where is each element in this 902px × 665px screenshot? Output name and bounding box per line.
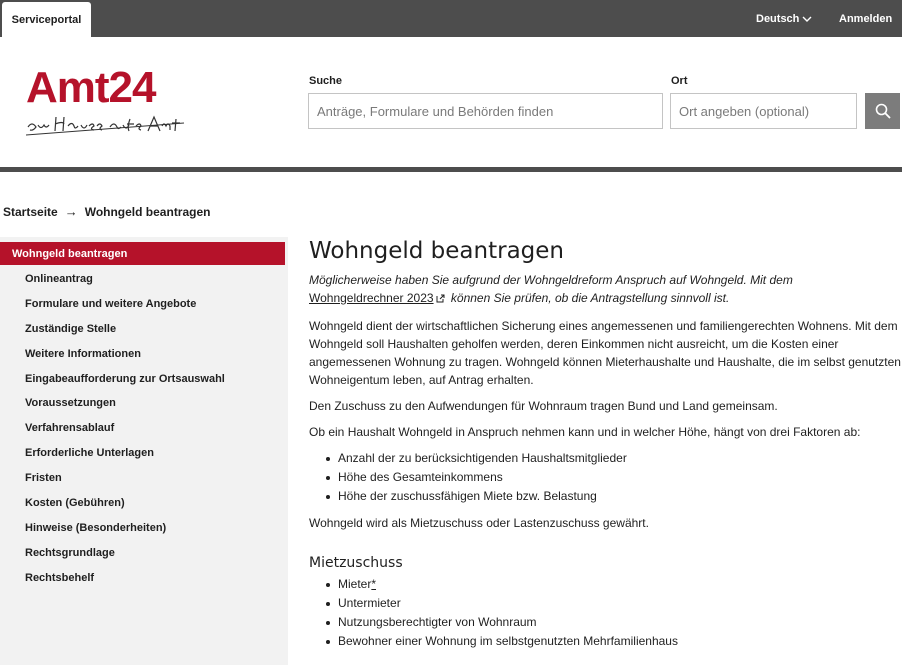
list-item [309, 575, 902, 594]
list-item: Bewohner einer Wohnung im selbstgenutzten Mehrfamilienhaus [309, 632, 902, 651]
search-input[interactable] [308, 93, 663, 129]
paragraph-types: Wohngeld wird als Mietzuschuss oder Lastenzuschuss gewährt. [309, 516, 649, 530]
search-button[interactable] [865, 93, 900, 129]
paragraph-factors-intro: Ob ein Haushalt Wohngeld in Anspruch nehmen kann und in welcher Höhe, hängt von drei Faktoren ab: [309, 425, 861, 439]
sidebar-item-voraussetzungen[interactable]: Voraussetzungen [25, 397, 116, 410]
sidebar-item-onlineantrag[interactable]: Onlineantrag [25, 273, 93, 285]
factors-list [309, 449, 902, 506]
intro-text-before: Möglicherweise haben Sie aufgrund der Wohngeldreform Anspruch auf Wohngeld. Mit dem [309, 273, 793, 287]
list-item: Anzahl der zu berücksichtigenden Haushaltsmitglieder [309, 449, 902, 468]
intro-text-after: können Sie prüfen, ob die Antragstellung sinnvoll ist. [450, 291, 730, 305]
login-link[interactable]: Anmelden [839, 13, 893, 25]
breadcrumb-home[interactable]: Startseite [3, 204, 58, 219]
language-selector[interactable] [756, 13, 812, 25]
header [0, 37, 902, 167]
list-item: Höhe der zuschussfähigen Miete bzw. Belastung [309, 487, 902, 506]
sidebar-item-fristen[interactable]: Fristen [25, 472, 62, 485]
page-title: Wohngeld beantragen [309, 238, 564, 264]
list-item: Höhe des Gesamteinkommens [309, 468, 902, 487]
location-label: Ort [671, 75, 688, 87]
logo-tagline [26, 109, 186, 137]
sidebar-item-weitere-informationen[interactable]: Weitere Informationen [25, 347, 141, 360]
paragraph-definition: Wohngeld dient der wirtschaftlichen Sicherung eines angemessenen und familiengerechten Wohnens. Mit dem Wohngeld soll Haushalten geholfen werden, deren Einkommen nicht ausreicht, um die Kosten einer angemessenen Wohnung zu tragen. Wohngeld können Mieterhaushalte und Haushalte, die im selbst genutzten Wohneigentum leben, auf Antrag erhalten. [309, 319, 901, 387]
sidebar-item-unterlagen[interactable]: Erforderliche Unterlagen [25, 447, 154, 460]
sidebar-item-rechtsbehelf[interactable]: Rechtsbehelf [25, 571, 95, 584]
external-link-icon [436, 294, 445, 303]
sidebar-item-hinweise[interactable]: Hinweise (Besonderheiten) [25, 521, 167, 534]
search-label: Suche [309, 75, 343, 87]
footnote-link[interactable]: * [371, 577, 377, 591]
language-label: Deutsch [756, 13, 800, 25]
wohngeldrechner-link[interactable]: Wohngeldrechner 2023 [309, 291, 434, 305]
tab-serviceportal[interactable]: Serviceportal [2, 2, 91, 37]
location-input[interactable] [670, 93, 857, 129]
sidebar-item-ortsauswahl[interactable]: Eingabeaufforderung zur Ortsauswahl [25, 372, 225, 385]
sidebar-item-formulare[interactable]: Formulare und weitere Angebote [25, 297, 197, 310]
search-icon [875, 103, 891, 119]
logo-text: Amt24 [26, 63, 156, 112]
breadcrumb [3, 204, 211, 219]
list-item: Untermieter [309, 594, 902, 613]
chevron-down-icon [802, 16, 812, 23]
mietzuschuss-list [309, 575, 902, 651]
sidebar-item-verfahrensablauf[interactable]: Verfahrensablauf [25, 422, 115, 435]
list-item-text: Mieter [338, 577, 372, 591]
intro-note [309, 271, 902, 307]
sidebar-nav [0, 237, 288, 665]
breadcrumb-current: Wohngeld beantragen [84, 204, 211, 219]
main-content [309, 237, 902, 651]
arrow-right-icon: → [64, 204, 78, 219]
header-divider [0, 167, 902, 172]
top-bar [0, 0, 902, 37]
sidebar-item-active[interactable]: Wohngeld beantragen [0, 242, 285, 265]
amt24-logo[interactable] [26, 65, 191, 140]
list-item: Nutzungsberechtigter von Wohnraum [309, 613, 902, 632]
paragraph-funding: Den Zuschuss zu den Aufwendungen für Wohnraum tragen Bund und Land gemeinsam. [309, 399, 778, 413]
sidebar-item-zustaendige-stelle[interactable]: Zuständige Stelle [25, 322, 117, 335]
sidebar-item-kosten[interactable]: Kosten (Gebühren) [25, 497, 125, 510]
section-title-mietzuschuss: Mietzuschuss [309, 555, 403, 571]
sidebar-item-rechtsgrundlage[interactable]: Rechtsgrundlage [25, 546, 115, 559]
